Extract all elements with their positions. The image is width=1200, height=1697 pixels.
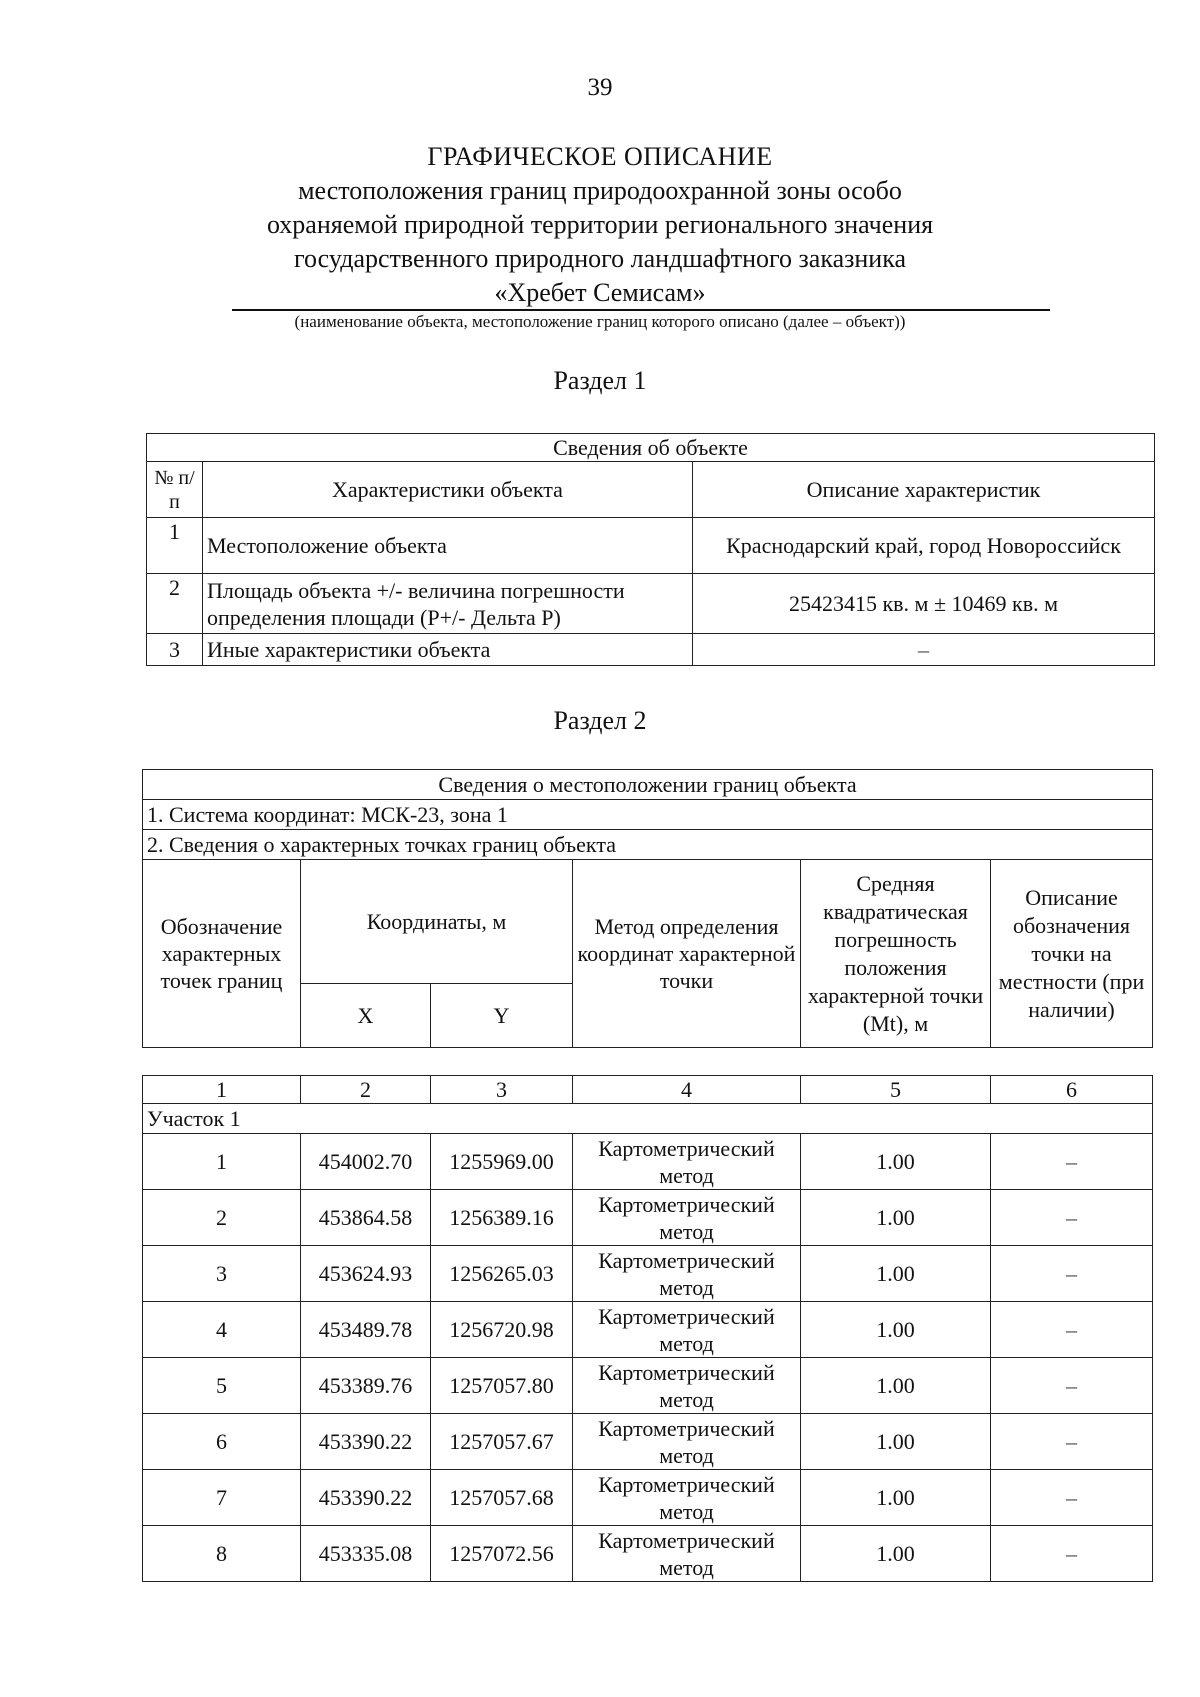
point-x: 453390.22: [301, 1470, 431, 1526]
point-number: 5: [143, 1358, 301, 1414]
point-description: –: [991, 1526, 1153, 1582]
document-title: ГРАФИЧЕСКОЕ ОПИСАНИЕ: [427, 142, 773, 171]
point-number: 3: [143, 1246, 301, 1302]
point-y: 1256389.16: [431, 1190, 573, 1246]
point-method: Картометрический метод: [573, 1470, 801, 1526]
points-section-title: 2. Сведения о характерных точках границ объекта: [143, 830, 1153, 860]
point-x: 454002.70: [301, 1134, 431, 1190]
point-y: 1255969.00: [431, 1134, 573, 1190]
point-error: 1.00: [801, 1358, 991, 1414]
point-y: 1256265.03: [431, 1246, 573, 1302]
point-number: 4: [143, 1302, 301, 1358]
characteristic-name: Иные характеристики объекта: [203, 634, 693, 666]
page-number: 39: [587, 74, 613, 101]
point-method: Картометрический метод: [573, 1526, 801, 1582]
point-number: 8: [143, 1526, 301, 1582]
y-header: Y: [431, 984, 573, 1048]
point-number: 7: [143, 1470, 301, 1526]
column-header: № п/п: [147, 462, 203, 518]
table-row: [143, 1134, 1153, 1190]
row-number: 3: [147, 634, 203, 666]
table-row: [147, 634, 1155, 666]
column-number: 5: [801, 1076, 991, 1104]
point-x: 453389.76: [301, 1358, 431, 1414]
table-row: [143, 1190, 1153, 1246]
characteristic-value: –: [693, 634, 1155, 666]
table-title: Сведения о местоположении границ объекта: [143, 770, 1153, 800]
point-description: –: [991, 1190, 1153, 1246]
point-y: 1256720.98: [431, 1302, 573, 1358]
table-row: [143, 1302, 1153, 1358]
point-error: 1.00: [801, 1526, 991, 1582]
description-header: Описание обозначения точки на местности (при наличии): [991, 860, 1153, 1048]
boundary-points-table: [142, 1075, 1153, 1582]
row-number: 2: [147, 574, 203, 634]
boundary-header-table: [142, 769, 1153, 1048]
point-x: 453864.58: [301, 1190, 431, 1246]
subtitle-line: «Хребет Семисам»: [494, 278, 706, 307]
characteristic-name: Местоположение объекта: [203, 518, 693, 574]
point-error: 1.00: [801, 1414, 991, 1470]
point-error: 1.00: [801, 1246, 991, 1302]
point-description: –: [991, 1302, 1153, 1358]
point-method: Картометрический метод: [573, 1358, 801, 1414]
point-description: –: [991, 1358, 1153, 1414]
plot-label: Участок 1: [143, 1104, 1153, 1134]
point-y: 1257057.67: [431, 1414, 573, 1470]
point-error: 1.00: [801, 1134, 991, 1190]
table-row: [143, 1358, 1153, 1414]
point-y: 1257057.68: [431, 1470, 573, 1526]
point-y: 1257057.80: [431, 1358, 573, 1414]
column-number: 4: [573, 1076, 801, 1104]
characteristic-value: 25423415 кв. м ± 10469 кв. м: [693, 574, 1155, 634]
table-row: [143, 1414, 1153, 1470]
error-header: Средняя квадратическая погрешность положения характерной точки (Mt), м: [801, 860, 991, 1048]
point-description: –: [991, 1414, 1153, 1470]
point-error: 1.00: [801, 1302, 991, 1358]
point-y: 1257072.56: [431, 1526, 573, 1582]
column-number: 3: [431, 1076, 573, 1104]
x-header: X: [301, 984, 431, 1048]
point-method: Картометрический метод: [573, 1302, 801, 1358]
point-description: –: [991, 1246, 1153, 1302]
point-x: 453489.78: [301, 1302, 431, 1358]
column-number-row: [143, 1076, 1153, 1104]
table-row: [147, 574, 1155, 634]
point-error: 1.00: [801, 1190, 991, 1246]
column-number: 2: [301, 1076, 431, 1104]
row-number: 1: [147, 518, 203, 574]
point-method: Картометрический метод: [573, 1134, 801, 1190]
point-x: 453624.93: [301, 1246, 431, 1302]
point-description: –: [991, 1134, 1153, 1190]
point-x: 453390.22: [301, 1414, 431, 1470]
designation-header: Обозначение характерных точек границ: [143, 860, 301, 1048]
method-header: Метод определения координат характерной точки: [573, 860, 801, 1048]
point-number: 2: [143, 1190, 301, 1246]
coordinate-system: 1. Система координат: МСК-23, зона 1: [143, 800, 1153, 830]
column-number: 6: [991, 1076, 1153, 1104]
point-method: Картометрический метод: [573, 1246, 801, 1302]
title-underline: [232, 309, 1050, 311]
object-caption: (наименование объекта, местоположение границ которого описано (далее – объект)): [294, 312, 906, 331]
section2-title: Раздел 2: [553, 706, 647, 735]
table-row: [147, 518, 1155, 574]
table-row: [143, 1470, 1153, 1526]
column-number: 1: [143, 1076, 301, 1104]
table-title: Сведения об объекте: [147, 434, 1155, 462]
column-header: Характеристики объекта: [203, 462, 693, 518]
column-header: Описание характеристик: [693, 462, 1155, 518]
point-description: –: [991, 1470, 1153, 1526]
object-info-table: [146, 433, 1155, 666]
subtitle-line: государственного природного ландшафтного заказника: [294, 244, 906, 273]
document-heading: [0, 140, 1200, 310]
point-method: Картометрический метод: [573, 1190, 801, 1246]
characteristic-name: Площадь объекта +/- величина погрешности определения площади (Р+/- Дельта Р): [203, 574, 693, 634]
point-number: 6: [143, 1414, 301, 1470]
coordinates-header: Координаты, м: [301, 860, 573, 984]
subtitle-line: местоположения границ природоохранной зоны особо: [298, 176, 902, 205]
point-x: 453335.08: [301, 1526, 431, 1582]
point-number: 1: [143, 1134, 301, 1190]
point-method: Картометрический метод: [573, 1414, 801, 1470]
characteristic-value: Краснодарский край, город Новороссийск: [693, 518, 1155, 574]
table-row: [143, 1246, 1153, 1302]
point-error: 1.00: [801, 1470, 991, 1526]
section1-title: Раздел 1: [553, 366, 647, 395]
subtitle-line: охраняемой природной территории регионального значения: [266, 210, 934, 239]
table-row: [143, 1526, 1153, 1582]
